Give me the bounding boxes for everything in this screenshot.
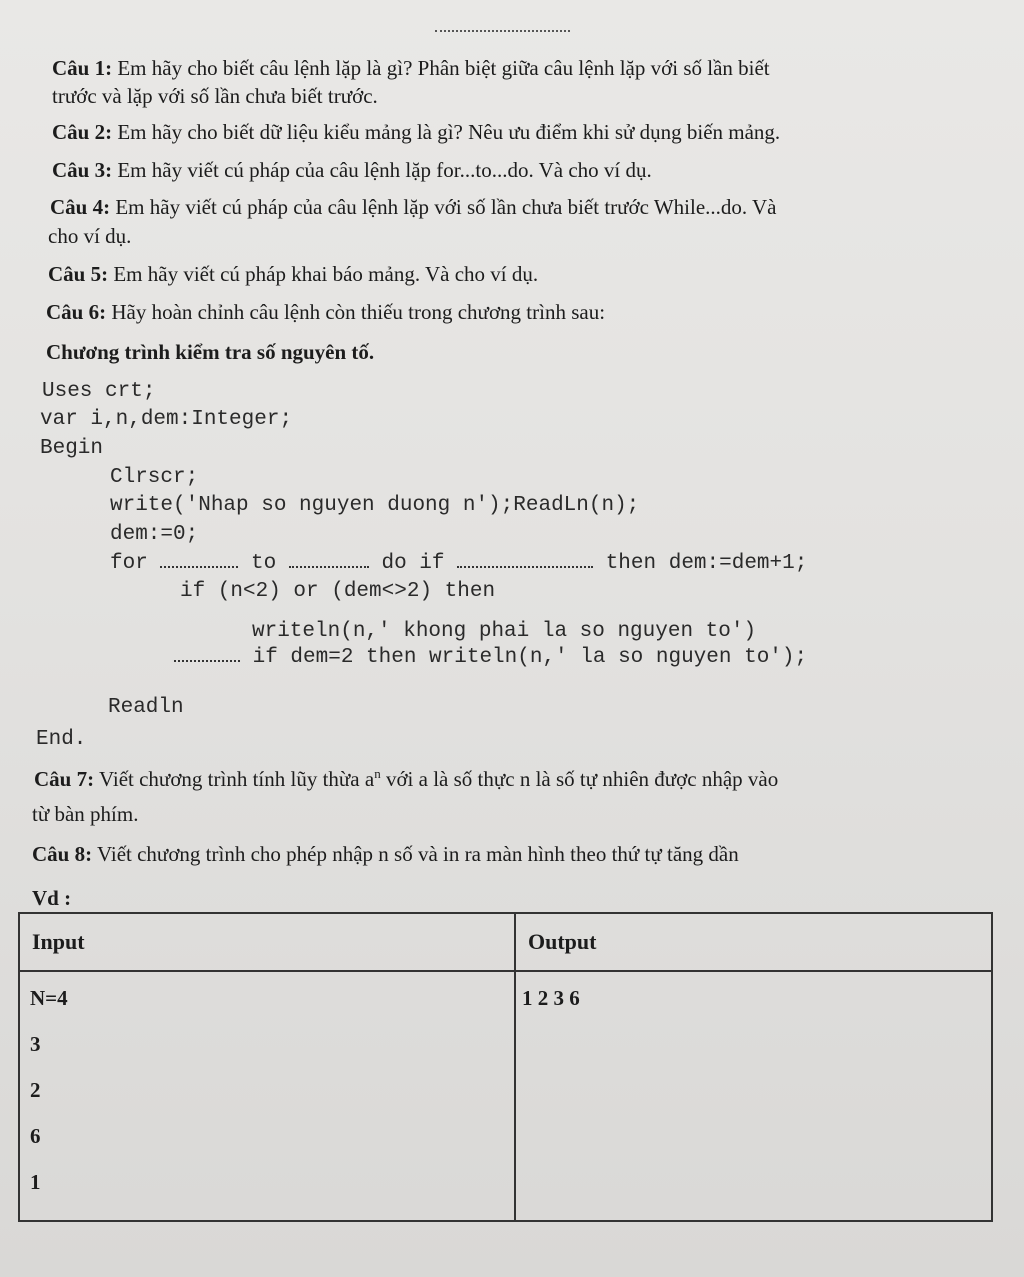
code-token: if dem=2 then writeln(n,' la so nguyen to'); <box>252 646 808 669</box>
question-text: Em hãy cho biết câu lệnh lặp là gì? Phân biệt giữa câu lệnh lặp với số lần biết <box>117 56 770 80</box>
code-line: End. <box>36 728 87 751</box>
question-label: Câu 6: <box>46 300 107 324</box>
input-value: 1 <box>30 1170 41 1194</box>
code-line: var i,n,dem:Integer; <box>40 408 293 431</box>
fill-blank <box>160 556 238 568</box>
output-cell <box>515 971 992 1221</box>
input-value: 2 <box>30 1078 41 1102</box>
question-7 <box>34 760 778 793</box>
question-text: Em hãy cho biết dữ liệu kiểu mảng là gì? Nêu ưu điểm khi sử dụng biến mảng. <box>117 120 781 144</box>
fill-blank <box>289 556 369 568</box>
question-text: từ bàn phím. <box>32 802 139 826</box>
code-line: Begin <box>40 437 104 460</box>
question-text: Em hãy viết cú pháp của câu lệnh lặp với số lần chưa biết trước While...do. Và <box>115 195 777 219</box>
code-line-for <box>110 552 807 575</box>
header-dotted-line <box>435 30 570 32</box>
question-text: cho ví dụ. <box>48 224 132 248</box>
code-line: writeln(n,' khong phai la so nguyen to') <box>252 620 757 643</box>
question-5 <box>48 260 538 288</box>
example-table <box>18 912 993 1222</box>
question-text: Em hãy viết cú pháp khai báo mảng. Và cho ví dụ. <box>113 262 539 286</box>
question-label: Câu 8: <box>32 842 93 866</box>
question-2 <box>52 118 780 146</box>
question-1 <box>52 54 770 82</box>
input-header: Input <box>19 913 515 971</box>
code-line-else <box>174 646 807 669</box>
input-value: 6 <box>30 1124 41 1148</box>
code-token: for <box>110 552 148 575</box>
code-line: Uses crt; <box>42 380 156 403</box>
question-8 <box>32 840 739 868</box>
question-6 <box>46 298 605 326</box>
question-3 <box>52 156 652 184</box>
code-line: Clrscr; <box>110 466 199 489</box>
question-label: Câu 5: <box>48 262 109 286</box>
question-text: Viết chương trình cho phép nhập n số và in ra màn hình theo thứ tự tăng dần <box>96 842 739 866</box>
code-token: then dem:=dem+1; <box>605 552 808 575</box>
superscript: n <box>374 766 381 781</box>
input-value: 3 <box>30 1032 41 1056</box>
question-label: Câu 2: <box>52 120 113 144</box>
question-text: Hãy hoàn chỉnh câu lệnh còn thiếu trong chương trình sau: <box>111 300 606 324</box>
question-4-cont <box>48 222 131 250</box>
question-7-cont <box>32 800 138 828</box>
program-title: Chương trình kiểm tra số nguyên tố. <box>46 340 375 364</box>
input-list <box>20 972 514 1216</box>
input-cell <box>19 971 515 1221</box>
input-value: N=4 <box>30 986 68 1010</box>
output-header: Output <box>515 913 992 971</box>
question-text: trước và lặp với số lần chưa biết trước. <box>52 84 378 108</box>
question-label: Câu 3: <box>52 158 113 182</box>
code-line: Readln <box>108 696 184 719</box>
fill-blank <box>457 556 593 568</box>
code-token: do if <box>381 552 445 575</box>
code-line: dem:=0; <box>110 523 199 546</box>
example-label: Vd : <box>32 886 72 910</box>
question-text: Viết chương trình tính lũy thừa a <box>98 767 375 791</box>
question-1-cont <box>52 82 378 110</box>
question-text: Em hãy viết cú pháp của câu lệnh lặp for...to...do. Và cho ví dụ. <box>117 158 652 182</box>
fill-blank <box>174 650 240 662</box>
code-line: if (n<2) or (dem<>2) then <box>180 580 496 603</box>
code-token: to <box>251 552 277 575</box>
question-text: với a là số thực n là số tự nhiên được nhập vào <box>380 767 779 791</box>
question-label: Câu 4: <box>50 195 111 219</box>
code-line: write('Nhap so nguyen duong n');ReadLn(n); <box>110 494 640 517</box>
question-label: Câu 1: <box>52 56 113 80</box>
question-label: Câu 7: <box>34 767 95 791</box>
question-4 <box>50 193 777 221</box>
output-value: 1 2 3 6 <box>522 986 580 1010</box>
